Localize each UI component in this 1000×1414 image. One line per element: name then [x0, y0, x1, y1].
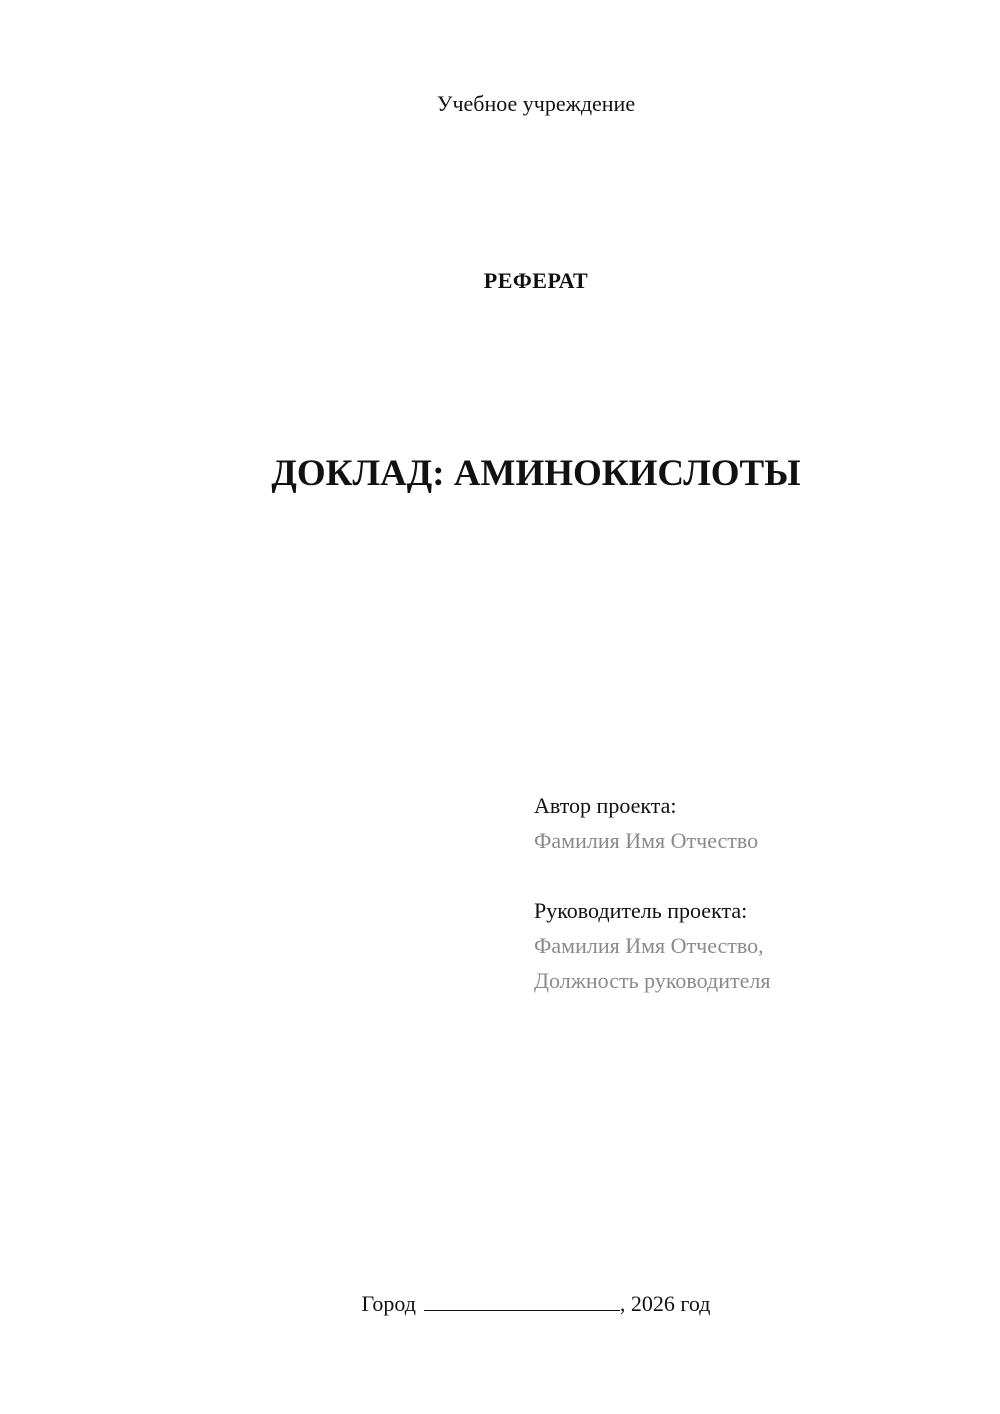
year-text: , 2026 год: [619, 1291, 711, 1316]
supervisor-label: Руководитель проекта:: [534, 898, 748, 923]
author-label: Автор проекта:: [534, 793, 677, 818]
city-label: Город: [361, 1291, 416, 1316]
city-blank-line: [424, 1292, 620, 1311]
supervisor-position: Должность руководителя: [534, 968, 771, 993]
document-title: ДОКЛАД: АМИНОКИСЛОТЫ: [271, 453, 801, 494]
supervisor-name: Фамилия Имя Отчество,: [534, 933, 764, 958]
city-year-line: [0, 1289, 1000, 1319]
institution-name: Учебное учреждение: [436, 91, 636, 116]
document-genre: РЕФЕРАТ: [483, 268, 589, 293]
signature-block: [534, 788, 974, 998]
author-name: Фамилия Имя Отчество: [534, 828, 759, 853]
signature-spacer: [534, 858, 974, 893]
